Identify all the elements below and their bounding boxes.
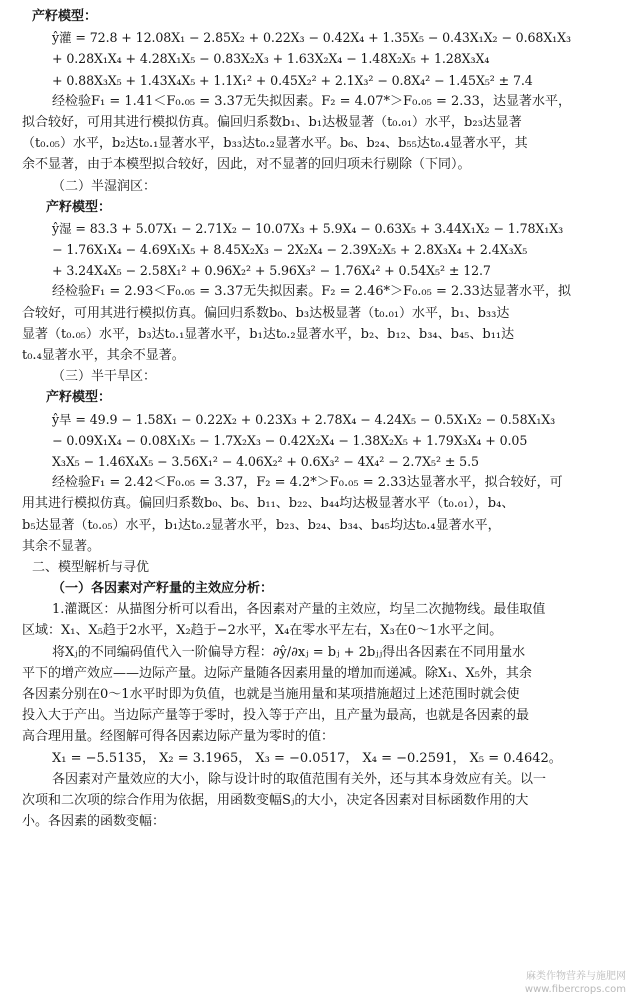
formula-line: ŷ湿 = 83.3 + 5.07X₁ − 2.71X₂ − 10.07X₃ + 5.9X₄ − 0.63X₅ + 3.44X₁X₂ − 1.78X₁X₃ <box>52 220 564 236</box>
text-line: 经检验F₁ = 1.41＜F₀.₀₅ = 3.37无失拟因素。F₂ = 4.07*＞F₀.₀₅ = 2.33，达显著水平， <box>52 93 571 109</box>
text-line: 产籽模型： <box>46 390 112 406</box>
text-line: （二）半湿润区： <box>52 178 157 194</box>
text-line: t₀.₄显著水平，其余不显著。 <box>22 348 185 363</box>
text-line: 平下的增产效应——边际产量。边际产量随各因素用量的增加而递减。除X₁、X₅外，其余 <box>22 665 532 681</box>
text-line: （t₀.₀₅）水平，b₂达t₀.₁显著水平，b₃₃达t₀.₂显著水平。b₆、b₂₄、b₅₅达t₀.₄显著水平，其 <box>22 136 528 152</box>
text-line: 各因素对产量效应的大小，除与设计时的取值范围有关外，还与其本身效应有关。以一 <box>52 771 547 787</box>
text-line: 高合理用量。经图解可得各因素边际产量为零时的值： <box>22 729 335 745</box>
text-line: 产籽模型： <box>32 9 98 24</box>
text-line: 次项和二次项的综合作用为依据，用函数变幅Sⱼ的大小，决定各因素对目标函数作用的大 <box>22 792 529 808</box>
formula-line: ŷ灌 = 72.8 + 12.08X₁ − 2.85X₂ + 0.22X₃ − 0.42X₄ + 1.35X₅ − 0.43X₁X₂ − 0.68X₁X₃ <box>52 30 571 46</box>
text-line: 经检验F₁ = 2.93＜F₀.₀₅ = 3.37无失拟因素。F₂ = 2.46*＞F₀.₀₅ = 2.33达显著水平，拟 <box>52 284 571 300</box>
formula-line: X₃X₅ − 1.46X₄X₅ − 3.56X₁² − 4.06X₂² + 0.6X₃² − 4X₄² − 2.7X₅² ± 5.5 <box>52 453 479 469</box>
text-line: 其余不显著。 <box>22 538 101 554</box>
text-line: 小。各因素的函数变幅： <box>22 814 166 830</box>
text-line: 投入大于产出。当边际产量等于零时，投入等于产出，且产量为最高，也就是各因素的最 <box>22 708 530 724</box>
text-line: b₅达显著（t₀.₀₅）水平，b₁达t₀.₂显著水平，b₂₃、b₂₄、b₃₄、b₄₅均达t₀.₄显著水平， <box>22 517 501 533</box>
formula-line: ŷ旱 = 49.9 − 1.58X₁ − 0.22X₂ + 0.23X₃ + 2.78X₄ − 4.24X₅ − 0.5X₁X₂ − 0.58X₁X₃ <box>52 411 556 427</box>
text-line: 余不显著，由于本模型拟合较好，因此，对不显著的回归项未行剔除（下同）。 <box>22 157 471 173</box>
watermark <box>525 970 626 996</box>
text-line: 拟合较好，可用其进行模拟仿真。偏回归系数b₁、b₁达极显著（t₀.₀₁）水平，b₂₃达显著 <box>22 114 522 130</box>
text-line: 1.灌溉区：从描图分析可以看出，各因素对产量的主效应，均呈二次抛物线。最佳取值 <box>52 602 546 618</box>
document-body <box>22 6 632 832</box>
formula-line: − 0.09X₁X₄ − 0.08X₁X₅ − 1.7X₂X₃ − 0.42X₂X₄ − 1.38X₂X₅ + 1.79X₃X₄ + 0.05 <box>52 432 528 448</box>
formula-line: + 3.24X₄X₅ − 2.58X₁² + 0.96X₂² + 5.96X₃² − 1.76X₄² + 0.54X₅² ± 12.7 <box>52 263 491 279</box>
formula-line: + 0.28X₁X₄ + 4.28X₁X₅ − 0.83X₂X₃ + 1.63X₂X₄ − 1.48X₂X₅ + 1.28X₃X₄ <box>52 51 490 67</box>
text-line: （三）半干旱区： <box>52 369 157 385</box>
text-line: 区域：X₁、X₅趋于2水平，X₂趋于−2水平，X₄在零水平左右，X₃在0～1水平之间。 <box>22 623 503 639</box>
text-line: 各因素分别在0～1水平时即为负值，也就是当施用量和某项措施超过上述范围时就会使 <box>22 687 520 702</box>
watermark-title: 麻类作物营养与施肥网 <box>526 971 626 982</box>
text-line: X₁ = −5.5135， X₂ = 3.1965， X₃ = −0.0517， X₄ = −0.2591， X₅ = 0.4642。 <box>52 750 562 766</box>
text-line: （一）各因素对产籽量的主效应分析： <box>52 581 274 597</box>
text-line: 产籽模型： <box>46 199 112 215</box>
formula-line: − 1.76X₁X₄ − 4.69X₁X₅ + 8.45X₂X₃ − 2X₂X₄ − 2.39X₂X₅ + 2.8X₃X₄ + 2.4X₃X₅ <box>52 242 528 258</box>
formula-line: + 0.88X₃X₅ + 1.43X₄X₅ + 1.1X₁² + 0.45X₂² + 2.1X₃² − 0.8X₄² − 1.45X₅² ± 7.4 <box>52 72 533 88</box>
text-line: 用其进行模拟仿真。偏回归系数b₀、b₆、b₁₁、b₂₂、b₄₄均达极显著水平（t₀.₀₁），b₄、 <box>22 496 515 512</box>
text-line: 将Xⱼ的不同编码值代入一阶偏导方程：∂ŷ/∂xⱼ = bⱼ + 2bⱼⱼ得出各因素在不同用量水 <box>52 644 526 660</box>
text-line: 显著（t₀.₀₅）水平，b₃达t₀.₁显著水平，b₁达t₀.₂显著水平，b₂、b₁₂、b₃₄、b₄₅、b₁₁达 <box>22 326 515 342</box>
watermark-url: www.fibercrops.com <box>524 984 626 995</box>
text-line: 二、模型解析与寻优 <box>32 559 150 575</box>
text-line: 经检验F₁ = 2.42＜F₀.₀₅ = 3.37，F₂ = 4.2*＞F₀.₀₅ = 2.33达显著水平，拟合较好，可 <box>52 475 563 491</box>
text-line: 合较好，可用其进行模拟仿真。偏回归系数b₀、b₃达极显著（t₀.₀₁）水平，b₁、b₃₃达 <box>22 305 510 321</box>
